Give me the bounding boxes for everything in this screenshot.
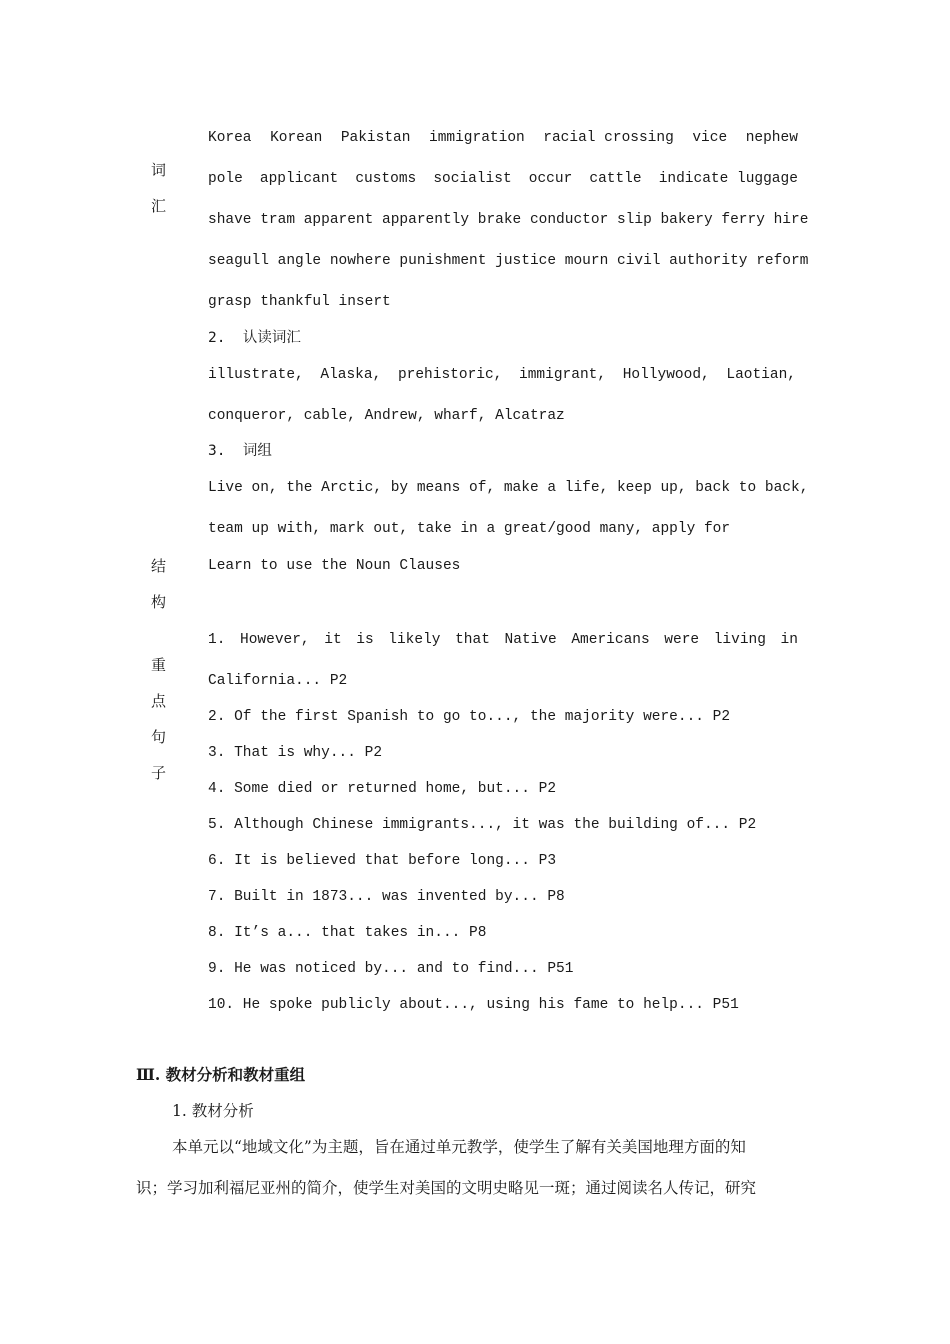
side-char: 结 (151, 557, 167, 575)
recognition-word: Hollywood, (622, 367, 710, 383)
paragraph-line-1: 本单元以“地域文化”为主题，旨在通过单元教学，使学生了解有关美国地理方面的知 (172, 1138, 746, 1156)
vocab-word: racial crossing (543, 130, 674, 146)
sentence-8: 8. It’s a... that takes in... P8 (208, 925, 487, 941)
sentence-10: 10. He spoke publicly about..., using his fame to help... P51 (208, 997, 739, 1013)
phrases-line-2: team up with, mark out, take in a great/good many, apply for (208, 521, 731, 537)
structure-text: Learn to use the Noun Clauses (208, 558, 461, 574)
sentence-word: likely (388, 632, 441, 648)
phrases-title: 3. 词组 (208, 443, 272, 459)
sentence-7: 7. Built in 1873... was invented by... P8 (208, 889, 565, 905)
vocab-word: applicant (259, 171, 339, 187)
sentence-4: 4. Some died or returned home, but... P2 (208, 781, 557, 797)
side-char: 汇 (151, 197, 167, 215)
sentence-word: were (664, 632, 700, 648)
recognition-word: immigrant, (519, 367, 607, 383)
recognition-word: Alaska, (320, 367, 382, 383)
sentence-word: living (713, 632, 766, 648)
vocab-word: customs (355, 171, 417, 187)
side-char: 点 (151, 692, 167, 710)
section-heading: Ⅲ. 教材分析和教材重组 (136, 1065, 306, 1084)
phrases-line-1: Live on, the Arctic, by means of, make a life, keep up, back to back, (208, 480, 809, 496)
sentence-5: 5. Although Chinese immigrants..., it was the building of... P2 (208, 817, 757, 833)
section-subheading: 1. 教材分析 (172, 1102, 254, 1120)
side-char: 句 (151, 728, 167, 746)
sentence-word: that (455, 632, 490, 648)
recognition-line-1 (208, 366, 796, 384)
recognition-word: Laotian, (726, 367, 796, 383)
sentence-word: it (324, 632, 342, 648)
vocab-word: vice (692, 130, 728, 146)
vocab-word: indicate luggage (658, 171, 798, 187)
side-label-structure (151, 557, 166, 611)
sentence-1 (208, 631, 798, 649)
recognition-word: prehistoric, (397, 367, 503, 383)
side-label-key-sentences (151, 656, 166, 782)
vocab-word: occur (528, 171, 573, 187)
vocab-word: immigration (429, 130, 525, 146)
sentence-word: Americans (571, 632, 650, 648)
side-char: 构 (151, 593, 167, 611)
sentence-3: 3. That is why... P2 (208, 745, 383, 761)
sentence-word: 1. (208, 632, 226, 648)
vocab-row-5: grasp thankful insert (208, 294, 391, 310)
vocab-row-3: shave tram apparent apparently brake conductor slip bakery ferry hire (208, 212, 809, 228)
recognition-word: illustrate, (208, 367, 304, 383)
paragraph-line-2: 识；学习加利福尼亚州的简介，使学生对美国的文明史略见一斑；通过阅读名人传记，研究 (136, 1179, 757, 1197)
vocab-word: pole (208, 171, 243, 187)
vocab-row-2 (208, 170, 798, 188)
vocab-row-1 (208, 129, 798, 147)
sentence-word: However, (240, 632, 310, 648)
vocab-word: cattle (589, 171, 642, 187)
vocab-word: Korea (208, 130, 252, 146)
vocab-word: socialist (433, 171, 512, 187)
vocab-word: Pakistan (340, 130, 411, 146)
vocab-word: Korean (270, 130, 323, 146)
sentence-word: in (780, 632, 798, 648)
sentence-1-continued: California... P2 (208, 673, 348, 689)
sentence-6: 6. It is believed that before long... P3 (208, 853, 557, 869)
side-char: 重 (151, 656, 167, 674)
sentence-9: 9. He was noticed by... and to find... P51 (208, 961, 574, 977)
vocab-row-4: seagull angle nowhere punishment justice mourn civil authority reform (208, 253, 809, 269)
vocab-word: nephew (745, 130, 798, 146)
side-char: 子 (151, 764, 167, 782)
recognition-title: 2. 认读词汇 (208, 330, 301, 346)
recognition-line-2: conqueror, cable, Andrew, wharf, Alcatraz (208, 408, 565, 424)
sentence-word: is (356, 632, 374, 648)
sentence-word: Native (504, 632, 557, 648)
side-label-vocab (151, 161, 166, 215)
side-char: 词 (151, 161, 167, 179)
sentence-2: 2. Of the first Spanish to go to..., the majority were... P2 (208, 709, 731, 725)
